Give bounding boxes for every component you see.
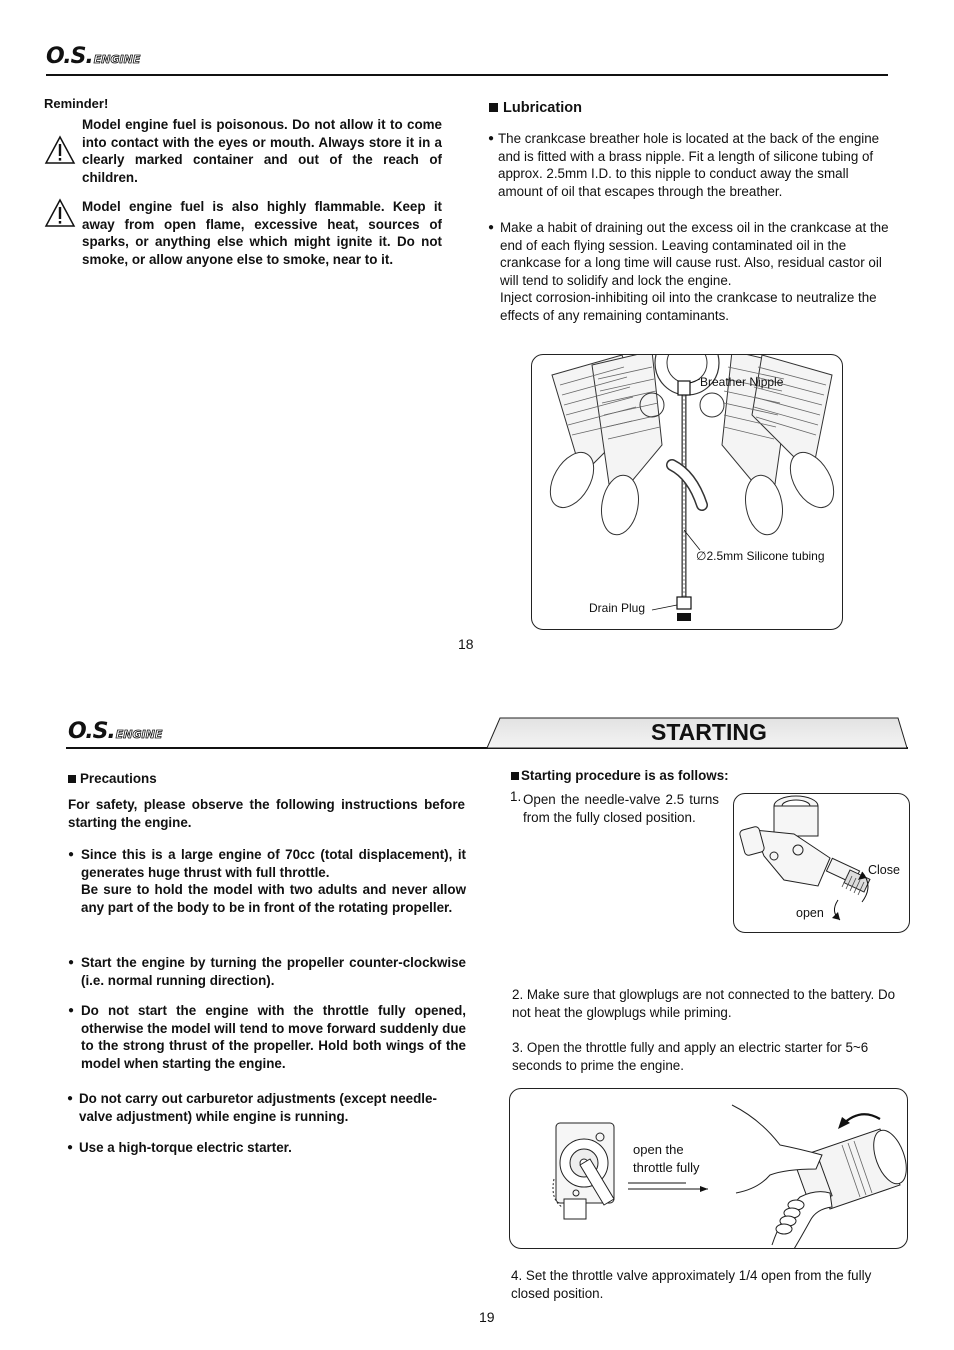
- breather-figure: [531, 354, 843, 630]
- lubrication-heading: Lubrication: [489, 100, 582, 116]
- starter-figure: [509, 1088, 908, 1249]
- precaution-item-3: ● Do not start the engine with the throttle fully opened, otherwise the model will tend to move forward suddenly due to the strong thrust of the propeller. Hold both wings of the model when starting the engine.: [68, 1003, 466, 1071]
- precautions-heading: Precautions: [68, 771, 157, 786]
- diameter-icon: ∅: [696, 549, 707, 563]
- precaution-item-5: ● Use a high-torque electric starter.: [67, 1140, 292, 1155]
- precaution-item-1: ● Since this is a large engine of 70cc (total displacement), it generates huge thrust with full throttle.: [68, 847, 466, 880]
- reminder-warning-poison: Model engine fuel is poisonous. Do not allow it to come into contact with the eyes or mouth. Always store it in a clearly marked container and out of the reach of children.: [82, 117, 442, 185]
- square-bullet-icon: [511, 772, 519, 780]
- round-bullet-icon: ●: [488, 222, 495, 233]
- lubrication-bullet-1: ● The crankcase breather hole is located at the back of the engine and is fitted with a brass nipple. Fit a length of silicone tubing of approx. 2.5mm I.D. to this nipple to conduct away the small amount of oil that escapes through the breather.: [488, 131, 880, 199]
- step-2-text: Make sure that glowplugs are not connected to the battery. Do not heat the glowplugs while priming.: [512, 987, 896, 1020]
- lubrication-bullet-2: ● Make a habit of draining out the excess oil in the crankcase at the end of each flying session. Leaving contaminated oil in the crankcase for a long time will cause rust. Also, residual castor oil will tend to solidify and lock the engine.: [488, 220, 889, 288]
- precaution-item-1b: Be sure to hold the model with two adults and never allow any part of the body to be in front of the rotating propeller.: [81, 882, 466, 915]
- precaution-item-2: ● Start the engine by turning the propeller counter-clockwise (i.e. normal running direction).: [68, 955, 466, 988]
- round-bullet-icon: ●: [67, 1142, 74, 1153]
- round-bullet-icon: ●: [67, 1093, 74, 1104]
- reminder-heading: Reminder!: [44, 96, 109, 111]
- precautions-intro: For safety, please observe the following instructions before starting the engine.: [68, 797, 465, 830]
- os-logo-mark: O.S.: [46, 44, 93, 69]
- throttle-label-line-2: throttle fully: [633, 1160, 700, 1175]
- square-bullet-icon: [68, 775, 76, 783]
- lubrication-bullet-2b: Inject corrosion-inhibiting oil into the crankcase to neutralize the effects of any remaining contaminants.: [500, 290, 877, 323]
- round-bullet-icon: ●: [68, 957, 75, 968]
- radial-engine-illustration: [532, 355, 842, 629]
- drain-plug-label: Drain Plug: [589, 601, 646, 615]
- needle-open-label: open: [796, 906, 824, 920]
- round-bullet-icon: ●: [488, 133, 495, 144]
- page-number-18: 18: [458, 636, 474, 652]
- throttle-label-line-1: open the: [633, 1142, 684, 1157]
- step-4: [511, 1267, 911, 1302]
- step-3-number: 3.: [512, 1040, 524, 1055]
- round-bullet-icon: ●: [68, 849, 75, 860]
- os-logo-engine: ENGINE: [93, 53, 141, 66]
- warning-triangle-icon: [44, 135, 76, 165]
- page-number-19: 19: [479, 1309, 495, 1325]
- needle-valve-figure: [733, 793, 910, 933]
- square-bullet-icon: [489, 103, 498, 112]
- os-logo-engine: ENGINE: [115, 728, 163, 741]
- step-2: [512, 986, 912, 1021]
- procedure-heading: Starting procedure is as follows:: [511, 768, 729, 783]
- step-2-number: 2.: [512, 987, 524, 1002]
- reminder-warning-flammable: Model engine fuel is also highly flammable. Keep it away from open flame, excessive heat, sources of sparks, or anything else which might ignite it. Do not smoke, or allow anyone else to smoke, near to it.: [82, 199, 442, 267]
- round-bullet-icon: ●: [68, 1005, 75, 1016]
- page-18-header-rule: [46, 74, 888, 76]
- step-4-number: 4.: [511, 1268, 523, 1283]
- step-4-text: Set the throttle valve approximately 1/4 open from the fully closed position.: [511, 1268, 872, 1301]
- needle-close-label: Close: [868, 863, 900, 877]
- step-1-number: 1.: [510, 789, 522, 804]
- step-3: [512, 1039, 910, 1074]
- silicone-tubing-label: ∅2.5mm Silicone tubing: [696, 549, 825, 563]
- step-3-text: Open the throttle fully and apply an electric starter for 5~6 seconds to prime the engine.: [512, 1040, 869, 1073]
- section-title: STARTING: [651, 719, 767, 745]
- warning-triangle-icon: [44, 198, 76, 228]
- starter-illustration: [510, 1089, 907, 1248]
- breather-nipple-label: Breather Nipple: [700, 375, 784, 389]
- page-19-logo: [68, 719, 162, 744]
- precaution-item-4: ● Do not carry out carburetor adjustments (except needle-valve adjustment) while engine is running.: [67, 1091, 437, 1124]
- step-1-text: Open the needle-valve 2.5 turns from the fully closed position.: [523, 792, 719, 825]
- page-18-logo: [46, 44, 140, 69]
- os-logo-mark: O.S.: [68, 719, 115, 744]
